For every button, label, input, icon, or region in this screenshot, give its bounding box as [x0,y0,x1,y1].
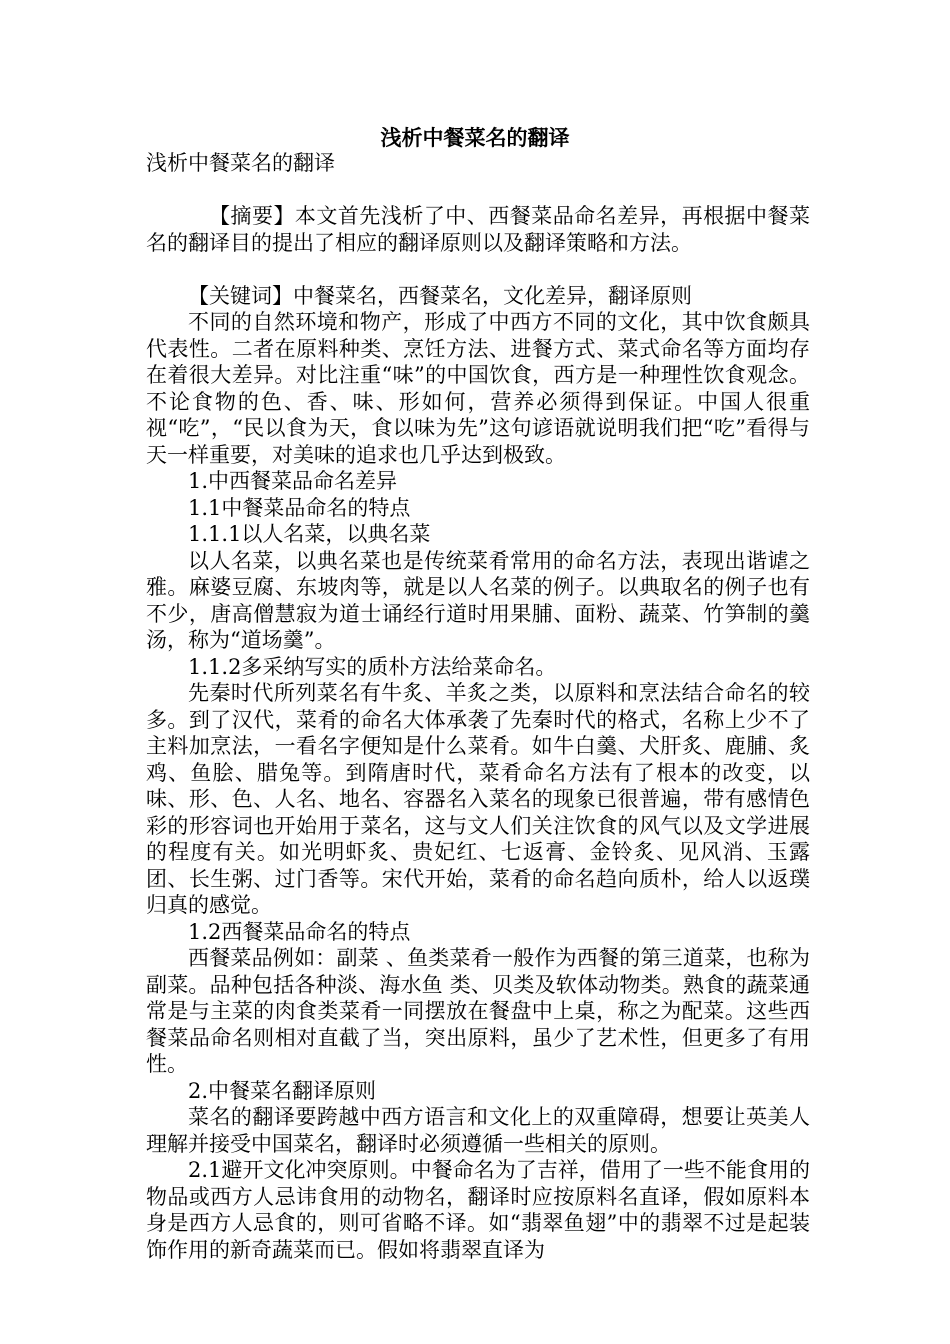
section-heading: 1.中西餐菜品命名差异 [188,469,398,493]
abstract-paragraph: 【摘要】本文首先浅析了中、西餐菜品命名差异，再根据中餐菜名的翻译目的提出了相应的翻译原则以及翻译策略和方法。 [146,204,810,255]
body-paragraph: 2.1避开文化冲突原则。中餐命名为了吉祥，借用了一些不能食用的物品或西方人忌讳食用的动物名，翻译时应按原料名直译，假如原料本身是西方人忌食的，则可省略不译。如“翡翠鱼翅”中的翡翠不过是起装饰作用的新奇蔬菜而已。假如将翡翠直译为 [146,1158,810,1262]
body-paragraph: 菜名的翻译要跨越中西方语言和文化上的双重障碍，想要让英美人理解并接受中国菜名，翻译时必须遵循一些相关的原则。 [146,1105,810,1156]
document-subtitle: 浅析中餐菜名的翻译 [146,151,335,175]
body-paragraph: 以人名菜，以典名菜也是传统菜肴常用的命名方法，表现出谐谑之雅。麻婆豆腐、东坡肉等，就是以人名菜的例子。以典取名的例子也有不少，唐高僧慧寂为道士诵经行道时用果脯、面粉、蔬菜、竹笋制的羹汤，称为“道场羹”。 [146,548,810,652]
body-paragraph: 不同的自然环境和物产，形成了中西方不同的文化，其中饮食颇具代表性。二者在原料种类、烹饪方法、进餐方式、菜式命名等方面均存在着很大差异。对比注重“味”的中国饮食，西方是一种理性饮食观念。不论食物的色、香、味、形如何，营养必须得到保证。中国人很重视“吃”，“民以食为天，食以味为先”这句谚语就说明我们把“吃”看得与天一样重要，对美味的追求也几乎达到极致。 [146,310,810,467]
section-heading: 2.中餐菜名翻译原则 [188,1078,377,1103]
document-body [146,150,810,1263]
document-title: 浅析中餐菜名的翻译 [380,126,570,150]
spacer [146,177,810,204]
section-heading: 1.1中餐菜品命名的特点 [188,495,411,520]
section-heading: 1.1.2多采纳写实的质朴方法给菜命名。 [188,654,557,679]
section-heading: 1.2西餐菜品命名的特点 [188,919,411,944]
section-heading: 1.1.1以人名菜，以典名菜 [188,522,431,546]
spacer [146,256,810,283]
keywords-paragraph: 【关键词】中餐菜名，西餐菜名，文化差异，翻译原则 [188,283,692,308]
body-paragraph: 先秦时代所列菜名有牛炙、羊炙之类，以原料和烹法结合命名的较多。到了汉代，菜肴的命名大体承袭了先秦时代的格式，名称上少不了主料加烹法，一看名字便知是什么菜肴。如牛白羹、犬肝炙、鹿脯、炙鸡、鱼脍、腊兔等。到隋唐时代，菜肴命名方法有了根本的改变，以味、形、色、人名、地名、容器名入菜名的现象已很普遍，带有感情色彩的形容词也开始用于菜名，这与文人们关注饮食的风气以及文学进展的程度有关。如光明虾炙、贵妃红、七返膏、金铃炙、见风消、玉露团、长生粥、过门香等。宋代开始，菜肴的命名趋向质朴，给人以返璞归真的感觉。 [146,681,810,917]
body-paragraph: 西餐菜品例如：副菜 、鱼类菜肴一般作为西餐的第三道菜，也称为副菜。品种包括各种淡、海水鱼 类、贝类及软体动物类。熟食的蔬菜通常是与主菜的肉食类菜肴一同摆放在餐盘中上桌，称之为配菜。这些西餐菜品命名则相对直截了当，突出原料，虽少了艺术性，但更多了有用性。 [146,946,810,1076]
